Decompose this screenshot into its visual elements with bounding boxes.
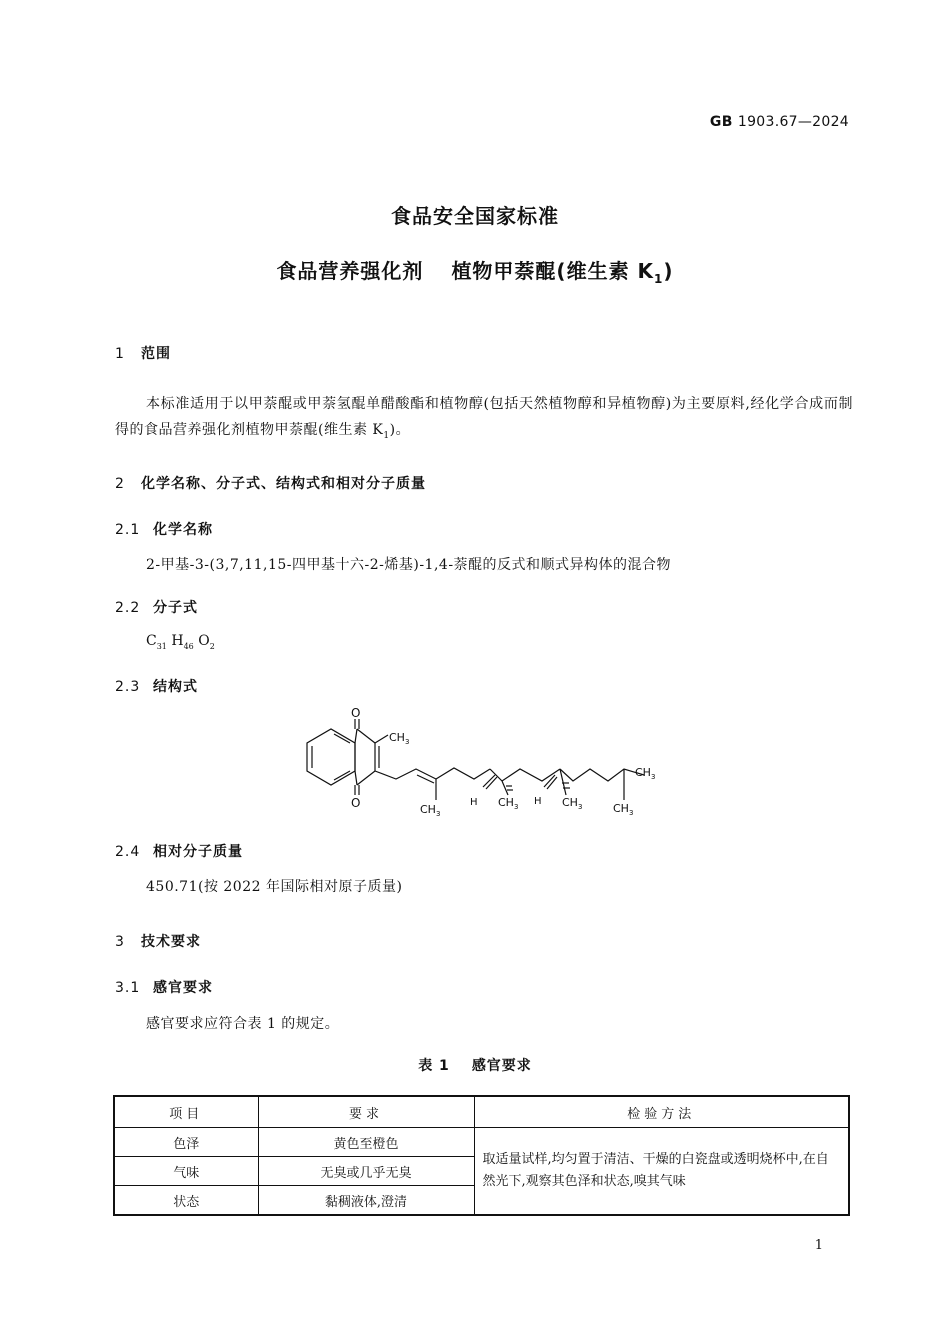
subtitle-part-b: 植物甲萘醌(维生素 K xyxy=(451,259,655,283)
heading-chemical: 2 化学名称、分子式、结构式和相对分子质量 xyxy=(115,476,426,492)
table-cell-requirement: 黏稠液体,澄清 xyxy=(258,1186,474,1216)
table-cell-item: 气味 xyxy=(114,1157,258,1186)
svg-text:O: O xyxy=(351,706,361,720)
heading-sensory-requirements: 3.1 感官要求 xyxy=(115,980,213,996)
heading-technical-requirements: 3 技术要求 xyxy=(115,934,201,950)
subtitle-end: ) xyxy=(663,259,674,283)
svg-text:CH3: $CH_3$ xyxy=(613,802,634,817)
molecular-formula: $C_{31}$ $H_{46}$ $O_2$ xyxy=(146,633,215,651)
scope-paragraph: 本标准适用于以甲萘醌或甲萘氢醌单醋酸酯和植物醇(包括天然植物醇和异植物醇)为主要原料,经化学合成而制得的食品营养强化剂植物甲萘醌(维生素 $K_1$)。 xyxy=(115,396,853,441)
standard-code xyxy=(710,114,849,130)
heading-formula: 2.2 分子式 xyxy=(115,600,198,616)
table-header-cell: 检验方法 xyxy=(474,1096,849,1128)
svg-text:CH3: $CH_3$ xyxy=(389,731,410,746)
standard-number: 1903.67—2024 xyxy=(737,114,849,130)
table-cell-requirement: 无臭或几乎无臭 xyxy=(258,1157,474,1186)
sensory-intro-text: 感官要求应符合表 1 的规定。 xyxy=(146,1016,340,1032)
table-cell-requirement: 黄色至橙色 xyxy=(258,1128,474,1157)
standard-prefix: GB xyxy=(709,114,733,130)
chemical-name-text: 2-甲基-3-(3,7,11,15-四甲基十六-2-烯基)-1,4-萘醌的反式和顺式异构体的混合物 xyxy=(146,557,672,573)
subtitle-part-a: 食品营养强化剂 xyxy=(276,259,424,283)
sensory-requirements-table xyxy=(113,1095,850,1216)
table-caption: 表 1 感官要求 xyxy=(418,1058,532,1074)
svg-text:O: O xyxy=(351,796,361,810)
table-header-cell: 要求 xyxy=(258,1096,474,1128)
molecular-mass-text: 450.71(按 2022 年国际相对原子质量) xyxy=(146,879,403,895)
table-cell-item: 色泽 xyxy=(114,1128,258,1157)
svg-text:CH3: $CH_3$ xyxy=(635,766,656,781)
structural-formula xyxy=(290,705,670,825)
svg-text:CH3: $CH_3$ xyxy=(562,796,583,811)
svg-text:CH3: $CH_3$ xyxy=(420,803,441,818)
page-number: 1 xyxy=(814,1238,823,1253)
document-title: 食品安全国家标准 xyxy=(391,204,559,228)
table-header-row xyxy=(114,1096,849,1128)
svg-text:CH3: $CH_3$ xyxy=(498,796,519,811)
table-header-cell: 项目 xyxy=(114,1096,258,1128)
heading-structure: 2.3 结构式 xyxy=(115,679,198,695)
table-cell-method: 取适量试样,均匀置于清洁、干燥的白瓷盘或透明烧杯中,在自然光下,观察其色泽和状态,嗅其气味 xyxy=(474,1128,849,1216)
document-subtitle xyxy=(0,255,950,286)
subtitle-subscript: 1 xyxy=(654,272,664,286)
heading-molecular-mass: 2.4 相对分子质量 xyxy=(115,844,243,860)
table-row xyxy=(114,1128,849,1157)
heading-scope: 1 范围 xyxy=(115,346,171,362)
heading-chemical-name: 2.1 化学名称 xyxy=(115,522,213,538)
table-cell-item: 状态 xyxy=(114,1186,258,1216)
svg-text:H: H xyxy=(534,796,542,807)
svg-text:H: H xyxy=(470,797,478,808)
